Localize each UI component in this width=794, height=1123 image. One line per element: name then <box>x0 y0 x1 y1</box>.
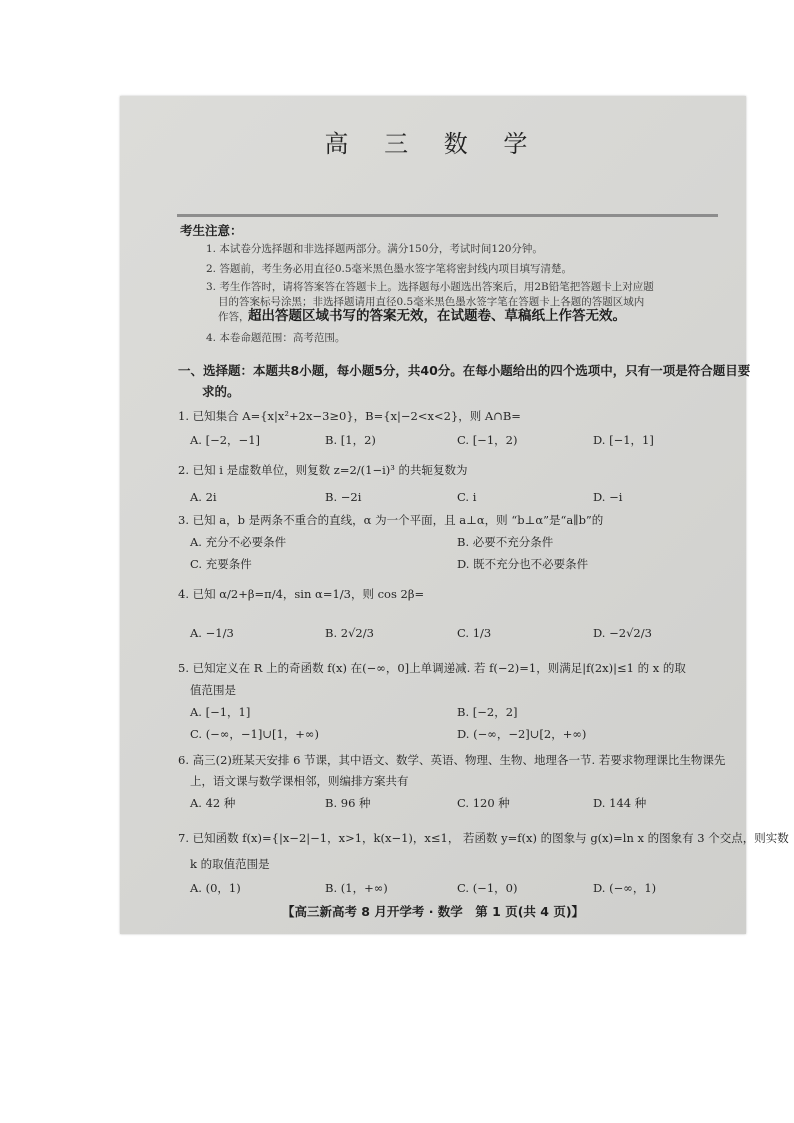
question-stem: 7. 已知函数 f(x)={|x−2|−1，x>1，k(x−1)，x≤1， 若函数 y=f(x) 的图象与 g(x)=ln x 的图象有 3 个交点，则实数 <box>178 831 789 845</box>
notice-item: 4. 本卷命题范围：高考范围。 <box>206 332 346 344</box>
question-stem: 2. 已知 i 是虚数单位，则复数 z=2/(1−i)³ 的共轭复数为 <box>178 463 468 477</box>
section-heading-cont: 求的。 <box>202 384 240 399</box>
option-c: C. (−∞，−1]∪[1，+∞) <box>190 727 319 741</box>
option-d: D. [−1，1] <box>593 433 654 447</box>
notice-item: 目的答案标号涂黑；非选择题请用直径0.5毫米黑色墨水签字笔在答题卡上各题的答题区域内 <box>218 296 645 308</box>
question-stem-cont: 值范围是 <box>190 683 236 697</box>
question-stem-cont: 上，语文课与数学课相邻，则编排方案共有 <box>190 774 409 788</box>
option-d: D. (−∞，−2]∪[2，+∞) <box>457 727 587 741</box>
question-stem: 1. 已知集合 A={x|x²+2x−3≥0}，B={x|−2<x<2}，则 A∩B= <box>178 409 521 423</box>
option-c: C. 120 种 <box>457 796 510 810</box>
exam-paper-photo <box>120 96 789 934</box>
option-a: A. (0，1) <box>190 881 241 895</box>
page-title: 高 三 数 学 <box>324 130 542 158</box>
option-b: B. 96 种 <box>325 796 371 810</box>
option-b: B. [−2，2] <box>457 705 518 719</box>
option-a: A. 42 种 <box>190 796 236 810</box>
notice-heading: 考生注意： <box>180 223 243 238</box>
option-b: B. 必要不充分条件 <box>457 535 554 549</box>
option-c: C. i <box>457 490 477 504</box>
question-stem: 3. 已知 a，b 是两条不重合的直线，α 为一个平面，且 a⊥α，则 “b⊥α”是“a∥b”的 <box>178 513 604 527</box>
option-b: B. 2√2/3 <box>325 626 374 640</box>
option-d: D. (−∞，1) <box>593 881 657 895</box>
notice-item: 2. 答题前，考生务必用直径0.5毫米黑色墨水签字笔将密封线内项目填写清楚。 <box>206 263 573 275</box>
notice-emphasis: 超出答题区域书写的答案无效，在试题卷、草稿纸上作答无效。 <box>248 308 626 324</box>
question-stem: 6. 高三(2)班某天安排 6 节课，其中语文、数学、英语、物理、生物、地理各一节. 若要求物理课比生物课先 <box>178 753 726 767</box>
option-b: B. −2i <box>325 490 362 504</box>
option-c: C. [−1，2) <box>457 433 518 447</box>
question-stem: 4. 已知 α/2+β=π/4，sin α=1/3，则 cos 2β= <box>178 587 425 601</box>
option-d: D. −i <box>593 490 623 504</box>
option-a: A. −1/3 <box>190 626 234 640</box>
option-c: C. (−1，0) <box>457 881 518 895</box>
option-b: B. [1，2) <box>325 433 376 447</box>
option-d: D. −2√2/3 <box>593 626 652 640</box>
question-stem-cont: k 的取值范围是 <box>190 857 270 871</box>
question-stem: 5. 已知定义在 R 上的奇函数 f(x) 在(−∞，0]上单调递减. 若 f(−2)=1，则满足|f(2x)|≤1 的 x 的取 <box>178 661 686 675</box>
notice-item: 1. 本试卷分选择题和非选择题两部分。满分150分，考试时间120分钟。 <box>206 243 543 255</box>
option-a: A. [−2，−1] <box>190 433 260 447</box>
option-a: A. [−1，1] <box>190 705 251 719</box>
notice-item: 3. 考生作答时，请将答案答在答题卡上。选择题每小题选出答案后，用2B铅笔把答题卡上对应题 <box>206 281 654 293</box>
notice-item: 作答， <box>218 311 250 323</box>
section-heading: 一、选择题：本题共8小题，每小题5分，共40分。在每小题给出的四个选项中，只有一项是符合题目要 <box>178 363 751 378</box>
page-footer: 【高三新高考 8 月开学考 · 数学 第 1 页(共 4 页)】 <box>281 904 585 919</box>
option-d: D. 144 种 <box>593 796 647 810</box>
header-divider <box>177 214 718 217</box>
option-c: C. 充要条件 <box>190 557 252 571</box>
option-c: C. 1/3 <box>457 626 492 640</box>
option-b: B. (1，+∞) <box>325 881 388 895</box>
option-d: D. 既不充分也不必要条件 <box>457 557 589 571</box>
option-a: A. 2i <box>190 490 217 504</box>
option-a: A. 充分不必要条件 <box>190 535 287 549</box>
